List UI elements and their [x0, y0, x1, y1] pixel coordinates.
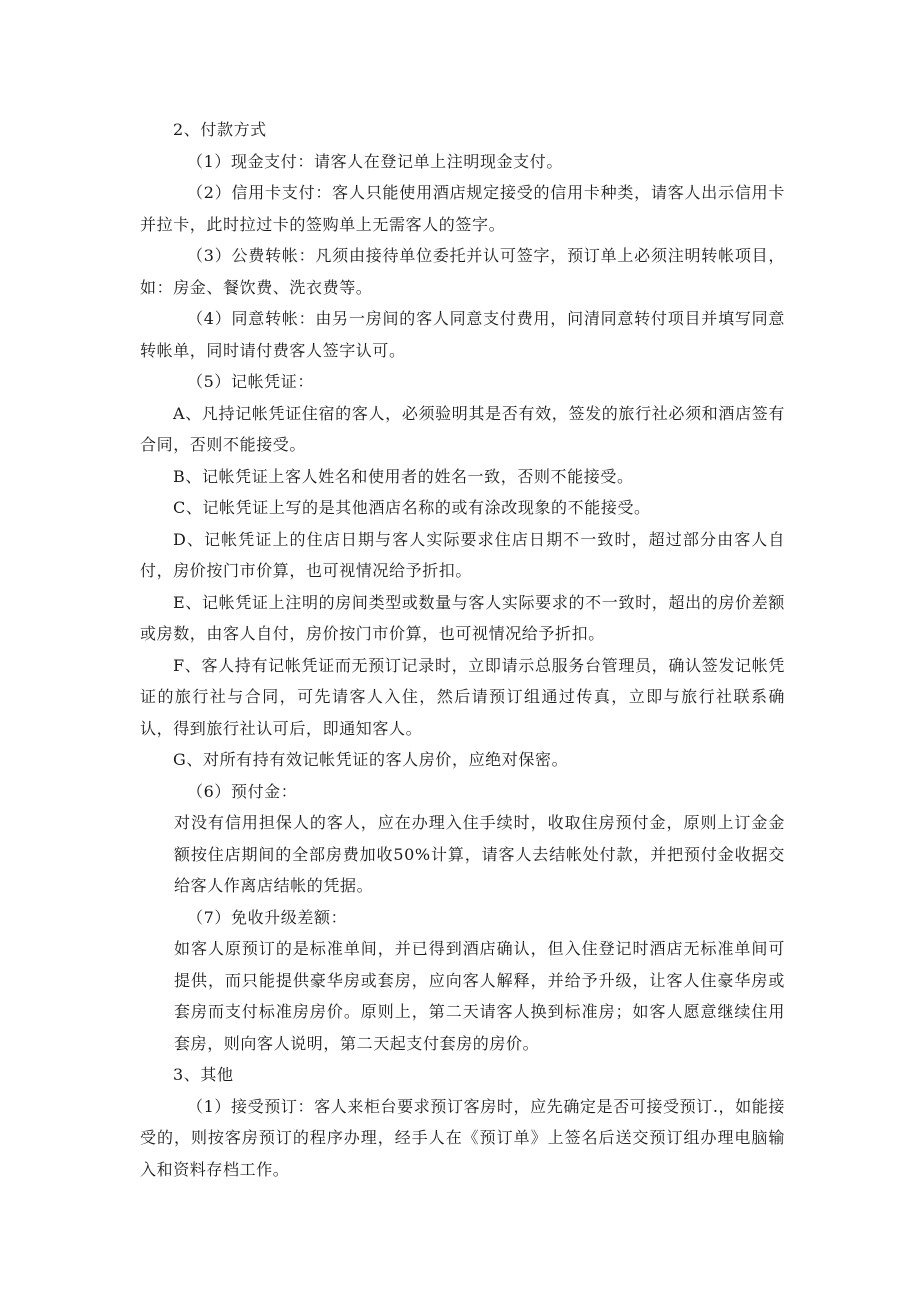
section-heading-payment: 2、付款方式: [173, 120, 267, 139]
paragraph-voucher-c: C、记帐凭证上写的是其他酒店名称的或有涂改现象的不能接受。: [173, 498, 651, 517]
paragraph-agreed-transfer: （4）同意转帐：由另一房间的客人同意支付费用，问清同意转付项目并填写同意转帐单，同时请付费客人签字认可。: [140, 309, 785, 360]
paragraph-deposit-body: 对没有信用担保人的客人，应在办理入住手续时，收取住房预付金，原则上订金金额按住店期间的全部房费加收50%计算，请客人去结帐处付款，并把预付金收据交给客人作离店结帐的凭据。: [174, 813, 785, 895]
document-body: [140, 114, 785, 1185]
section-heading-other: 3、其他: [173, 1065, 234, 1084]
paragraph-voucher-g: G、对所有持有效记帐凭证的客人房价，应绝对保密。: [173, 750, 569, 769]
paragraph-cash-payment: （1）现金支付：请客人在登记单上注明现金支付。: [187, 151, 563, 171]
paragraph-accept-reservation: （1）接受预订：客人来柜台要求预订客房时，应先确定是否可接受预订.，如能接受的，则按客房预订的程序办理，经手人在《预订单》上签名后送交预订组办理电脑输入和资料存档工作。: [140, 1096, 785, 1179]
paragraph-voucher-b: B、记帐凭证上客人姓名和使用者的姓名一致，否则不能接受。: [173, 466, 634, 486]
paragraph-public-transfer: （3）公费转帐：凡须由接待单位委托并认可签字，预订单上必须注明转帐项目，如：房金、餐饮费、洗衣费等。: [140, 246, 785, 297]
paragraph-voucher-a: A、凡持记帐凭证住宿的客人，必须验明其是否有效，签发的旅行社必须和酒店签有合同，否则不能接受。: [140, 403, 785, 454]
paragraph-credit-card: （2）信用卡支付：客人只能使用酒店规定接受的信用卡种类，请客人出示信用卡并拉卡，此时拉过卡的签购单上无需客人的签字。: [140, 183, 785, 234]
paragraph-voucher-heading: （5）记帐凭证：: [187, 372, 314, 391]
paragraph-upgrade-body: 如客人原预订的是标准单间，并已得到酒店确认，但入住登记时酒店无标准单间可提供，而只能提供豪华房或套房，应向客人解释，并给予升级，让客人住豪华房或套房而支付标准房房价。原则上，第二天请客人换到标准房；如客人愿意继续住用套房，则向客人说明，第二天起支付套房的房价。: [174, 939, 785, 1053]
paragraph-voucher-e: E、记帐凭证上注明的房间类型或数量与客人实际要求的不一致时，超出的房价差额或房数，由客人自付，房价按门市价算，也可视情况给予折扣。: [140, 592, 785, 643]
paragraph-upgrade-heading: （7）免收升级差额：: [187, 907, 348, 927]
paragraph-voucher-f: F、客人持有记帐凭证而无预订记录时，立即请示总服务台管理员，确认签发记帐凭证的旅行社与合同，可先请客人入住，然后请预订组通过传真，立即与旅行社联系确认，得到旅行社认可后，即通知客人。: [140, 655, 785, 738]
paragraph-deposit-heading: （6）预付金：: [187, 781, 298, 801]
paragraph-voucher-d: D、记帐凭证上的住店日期与客人实际要求住店日期不一致时，超过部分由客人自付，房价按门市价算，也可视情况给予折扣。: [140, 529, 785, 580]
